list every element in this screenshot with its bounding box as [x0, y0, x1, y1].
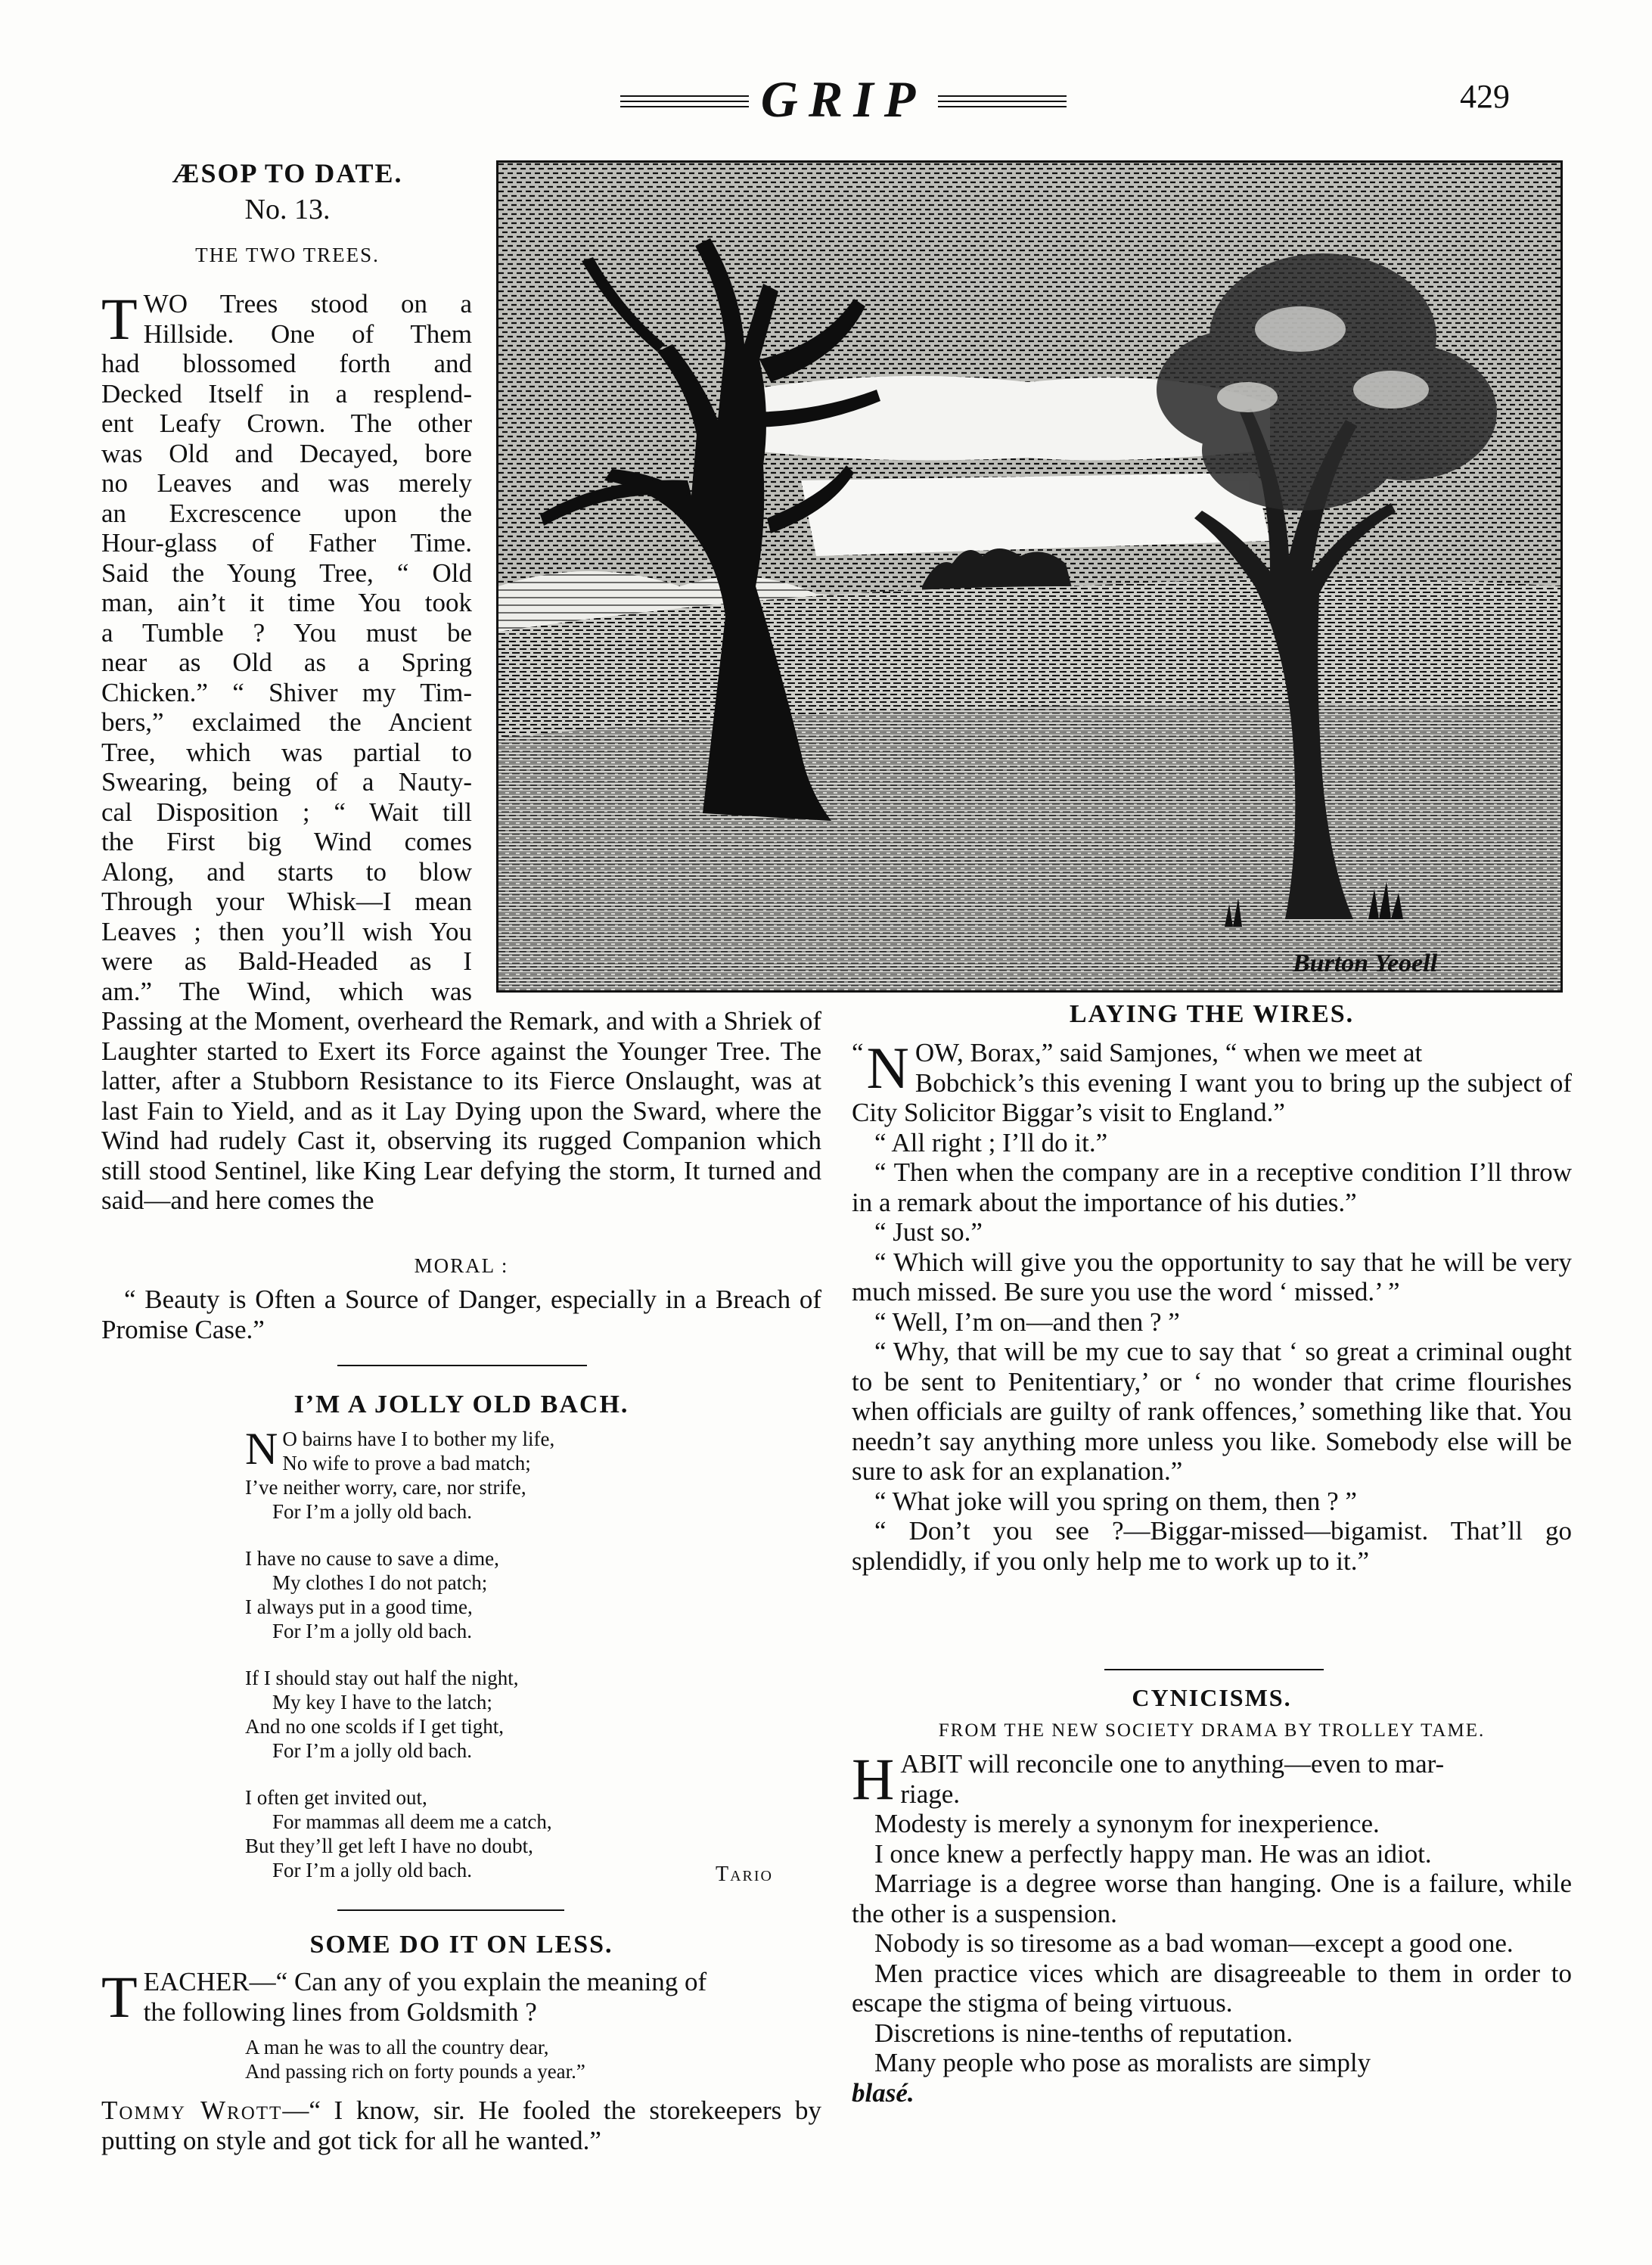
- aesop-lines: [101, 286, 472, 1006]
- poem-line: For I’m a jolly old bach.: [272, 1500, 472, 1523]
- bach-poem: [245, 1424, 790, 1905]
- wires-opening-a: OW, Borax,” said Samjones, “ when we meet at: [914, 1038, 1423, 1067]
- poem-line: But they’ll get left I have no doubt,: [245, 1835, 533, 1857]
- aesop-line: Leaves ; then you’ll wish You: [101, 916, 472, 946]
- aesop-line: Through your Whisk—I mean: [101, 887, 472, 916]
- less-answer: [101, 2096, 821, 2155]
- aesop-heading: ÆSOP TO DATE.: [172, 158, 403, 188]
- cynicisms-paragraphs: [852, 1809, 1572, 2048]
- aphorism: Discretions is nine-tenths of reputation.: [874, 2018, 1293, 2048]
- cynicisms-subheading: FROM THE NEW SOCIETY DRAMA BY TROLLEY TAME.: [938, 1720, 1486, 1741]
- aesop-dropcap: T: [101, 286, 138, 352]
- less-text: [101, 1964, 821, 2030]
- aesop-subheading: THE TWO TREES.: [195, 244, 380, 266]
- aesop-moral-label: MORAL :: [414, 1254, 509, 1277]
- aesop-line: no Leaves and was merely: [101, 468, 472, 498]
- aesop-line: the First big Wind comes: [101, 827, 472, 856]
- poem-line: I often get invited out,: [245, 1786, 427, 1809]
- aesop-continuation: Passing at the Moment, overheard the Remark, and with a Shriek of Laughter started to Exert its Force against the Younger Tree. The latter, after a Stubborn Resistance to its Fierce Onslaught, was at last Fain to Yield, and as it Lay Dying upon the Sward, where the Wind had rudely Cast it, observing its rugged Companion which still stood Sentinel, like King Lear defying the storm, It turned and said—and here comes the: [101, 1006, 821, 1215]
- aesop-line: a Tumble ? You must be: [101, 617, 472, 648]
- aesop-line: Hour-glass of Father Time.: [101, 528, 472, 558]
- page-number: 429: [1460, 78, 1510, 115]
- wires-paragraphs: [852, 1128, 1572, 1577]
- poem-stanza: [245, 1424, 790, 1524]
- aesop-line: an Excrescence upon the: [101, 498, 472, 528]
- aesop-line: Along, and starts to blow: [101, 856, 472, 887]
- aphorism: Marriage is a degree worse than hanging. One is a failure, while the other is a suspension.: [852, 1869, 1572, 1928]
- dialogue-paragraph: “ All right ; I’ll do it.”: [874, 1127, 1108, 1157]
- aphorism: Men practice vices which are disagreeable to them in order to escape the stigma of being virtuous.: [852, 1958, 1572, 2018]
- poem-line: For mammas all deem me a catch,: [272, 1810, 552, 1833]
- two-trees-illustration: [496, 160, 1563, 993]
- less-speaker: Tommy Wrott: [101, 2096, 283, 2125]
- aesop-line: bers,” exclaimed the Ancient: [101, 707, 472, 737]
- artist-signature: Burton Yeoell: [1293, 949, 1438, 977]
- dialogue-paragraph: “ Don’t you see ?—Biggar-missed—bigamist. That’ll go splendidly, if you only help me to work up to it.”: [852, 1516, 1572, 1576]
- masthead: [0, 70, 1652, 128]
- dialogue-paragraph: “ Just so.”: [874, 1217, 983, 1247]
- cynicisms-last-word: blasé.: [852, 2077, 914, 2108]
- poem-line: My key I have to the latch;: [272, 1691, 492, 1714]
- aesop-line: am.” The Wind, which was: [101, 976, 472, 1006]
- two-trees-engraving: [498, 163, 1560, 990]
- masthead-rule-right: [938, 95, 1067, 109]
- wires-open-quote: “: [852, 1038, 864, 1067]
- aesop-line: near as Old as a Spring: [101, 648, 472, 677]
- poem-line: My clothes I do not patch;: [272, 1571, 488, 1594]
- bach-author: Tario: [716, 1863, 773, 1886]
- masthead-title: GRIP: [760, 70, 927, 128]
- aesop-narrow-text: [101, 286, 472, 1006]
- divider: [1104, 1669, 1324, 1670]
- cynicisms-opening-b: riage.: [900, 1779, 961, 1809]
- aesop-line: had blossomed forth and: [101, 349, 472, 378]
- divider: [337, 1365, 587, 1366]
- wires-heading: LAYING THE WIRES.: [1069, 1000, 1355, 1028]
- aesop-line: Said the Young Tree, “ Old: [101, 558, 472, 588]
- wires-dropcap: N: [866, 1035, 909, 1101]
- dialogue-paragraph: “ Which will give you the opportunity to say that he will be very much missed. Be sure you use the word ‘ missed.’ ”: [852, 1247, 1572, 1306]
- poem-line: If I should stay out half the night,: [245, 1667, 519, 1689]
- cynicisms-last-line: Many people who pose as moralists are simply: [874, 2048, 1371, 2077]
- dialogue-paragraph: “ Why, that will be my cue to say that ‘ so great a criminal ought to be sent to Penitentiary,’ or ‘ no wonder that crime flourishes when officials are guilty of rank offences,’ something like that. You needn’t say anything more unless you like. Somebody else will be sure to ask for an explanation.”: [852, 1337, 1572, 1486]
- bach-stanzas: [245, 1424, 790, 1882]
- poem-line: I have no cause to save a dime,: [245, 1547, 499, 1570]
- divider: [337, 1909, 564, 1911]
- aesop-line: Tree, which was partial to: [101, 737, 472, 767]
- wires-text: [852, 1035, 1572, 1576]
- aesop-line: Chicken.” “ Shiver my Tim-: [101, 677, 472, 707]
- aesop-line: ent Leafy Crown. The other: [101, 409, 472, 438]
- wires-opening-b: Bobchick’s this evening I want you to bring up the subject of City Solicitor Biggar’s visit to England.”: [852, 1067, 1572, 1127]
- bach-heading: I’M A JOLLY OLD BACH.: [293, 1390, 629, 1418]
- less-line: EACHER—“ Can any of you explain the meaning of: [143, 1967, 707, 1996]
- aesop-line: Hillside. One of Them: [143, 318, 472, 349]
- dialogue-paragraph: “ Well, I’m on—and then ? ”: [874, 1306, 1180, 1337]
- aesop-line: Swearing, being of a Nauty-: [101, 767, 472, 797]
- cynicisms-dropcap: H: [852, 1746, 895, 1812]
- poem-line: For I’m a jolly old bach.: [272, 1859, 472, 1881]
- cynicisms-heading: CYNICISMS.: [1132, 1684, 1292, 1711]
- aesop-moral: “ Beauty is Often a Source of Danger, especially in a Breach of Promise Case.”: [101, 1285, 821, 1344]
- masthead-rule-left: [620, 95, 749, 109]
- aesop-line: were as Bald-Headed as I: [101, 946, 472, 976]
- aphorism: Nobody is so tiresome as a bad woman—except a good one.: [874, 1928, 1514, 1958]
- poem-stanza: [245, 1785, 790, 1882]
- aphorism: Modesty is merely a synonym for inexperience.: [874, 1809, 1380, 1838]
- less-answer-text: —“ I know, sir. He fooled the storekeepers by putting on style and got tick for all he wanted.”: [101, 2096, 821, 2155]
- poem-stanza: [245, 1546, 790, 1643]
- poem-line: I always put in a good time,: [245, 1595, 473, 1618]
- aesop-line: Decked Itself in a resplend-: [101, 378, 472, 409]
- poem-line: For I’m a jolly old bach.: [272, 1739, 472, 1762]
- poem-line: For I’m a jolly old bach.: [272, 1620, 472, 1642]
- poem-line: O bairns have I to bother my life,: [282, 1428, 555, 1450]
- aesop-line: was Old and Decayed, bore: [101, 438, 472, 468]
- bach-dropcap: N: [245, 1424, 278, 1474]
- aesop-line: WO Trees stood on a: [143, 289, 472, 318]
- aesop-line: cal Disposition ; “ Wait till: [101, 797, 472, 827]
- aesop-line: man, ain’t it time You took: [101, 588, 472, 617]
- poem-line: No wife to prove a bad match;: [282, 1452, 531, 1474]
- poem-line: And no one scolds if I get tight,: [245, 1715, 504, 1738]
- cynicisms-opening-a: ABIT will reconcile one to anything—even to mar-: [900, 1749, 1445, 1779]
- quote-line: And passing rich on forty pounds a year.”: [245, 2060, 585, 2083]
- poem-line: I’ve neither worry, care, nor strife,: [245, 1476, 526, 1499]
- aesop-number: No. 13.: [244, 194, 331, 225]
- aphorism: I once knew a perfectly happy man. He was an idiot.: [874, 1838, 1432, 1869]
- less-line: the following lines from Goldsmith ?: [143, 1996, 537, 2027]
- less-dropcap: T: [101, 1964, 138, 2030]
- dialogue-paragraph: “ What joke will you spring on them, then ? ”: [874, 1486, 1357, 1516]
- cynicisms-text: [852, 1746, 1572, 2108]
- less-quote: [245, 2035, 790, 2083]
- less-heading: SOME DO IT ON LESS.: [309, 1931, 613, 1959]
- poem-stanza: [245, 1666, 790, 1763]
- quote-line: A man he was to all the country dear,: [245, 2036, 549, 2058]
- dialogue-paragraph: “ Then when the company are in a receptive condition I’ll throw in a remark about the importance of his duties.”: [852, 1157, 1572, 1217]
